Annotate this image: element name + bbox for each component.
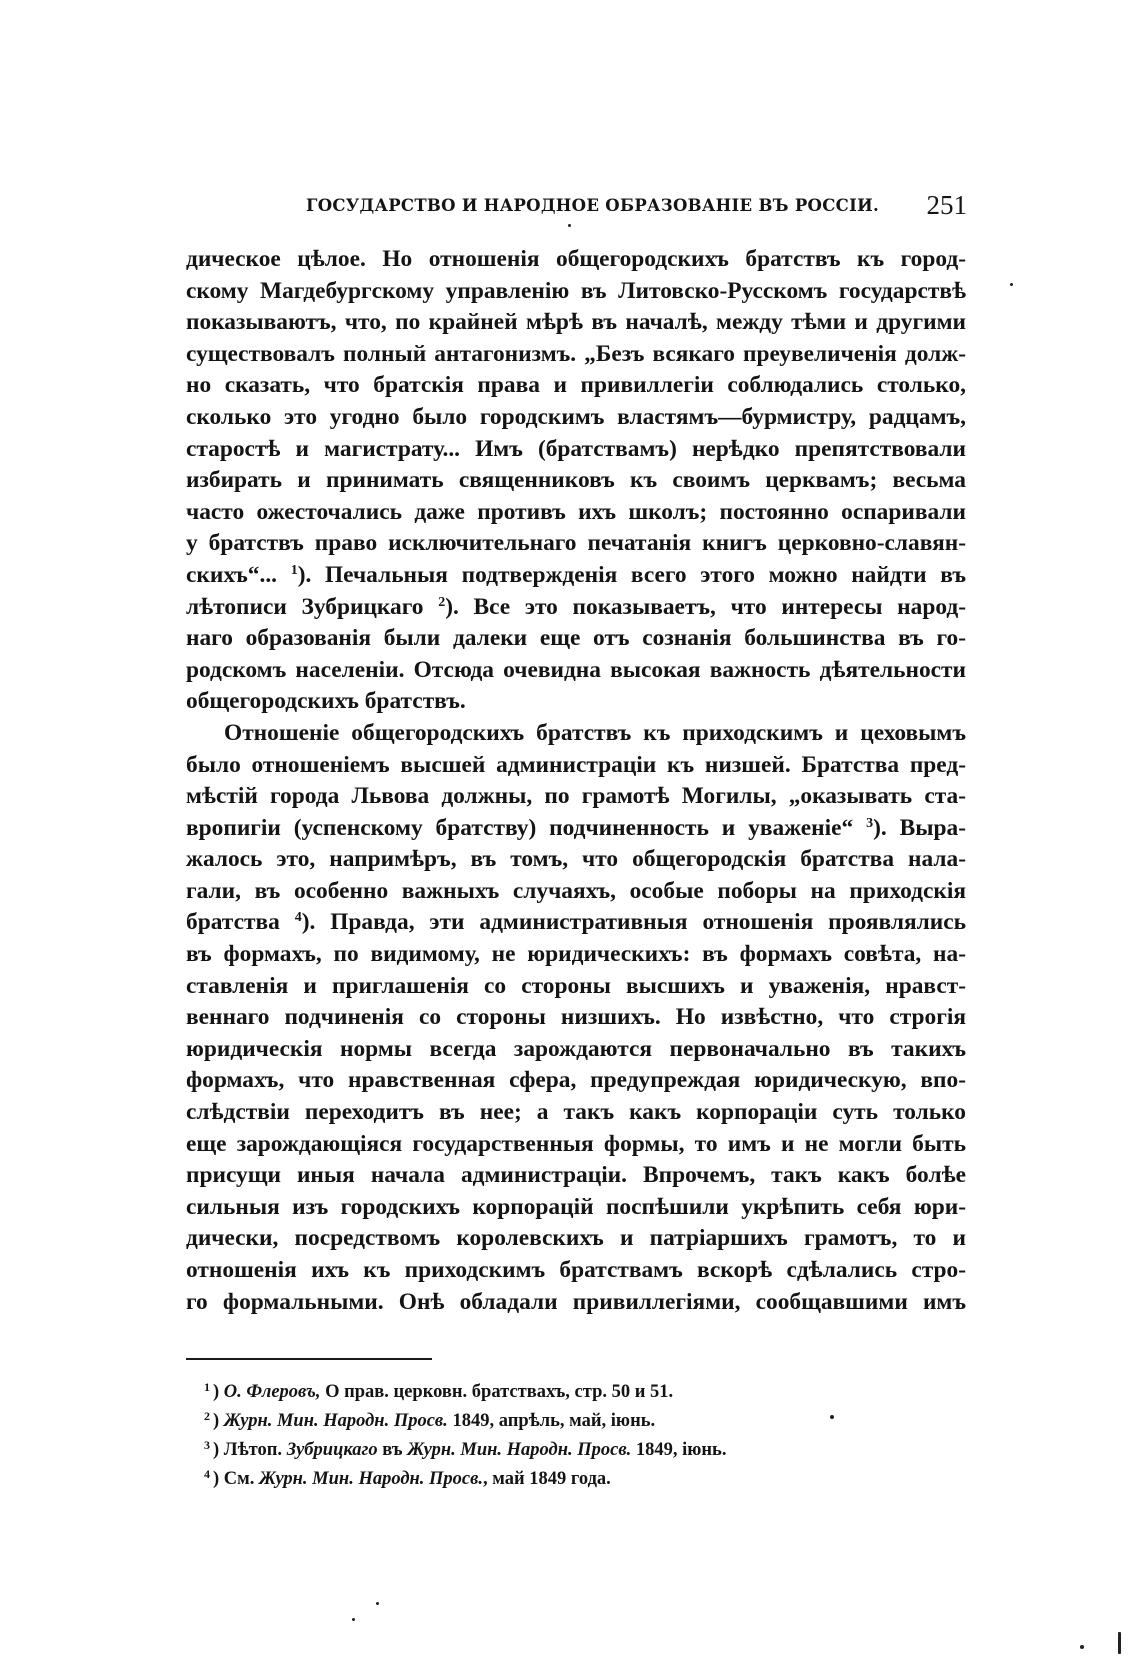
text-line: гали, въ особенно важныхъ случаяхъ, особые поборы на приходскія: [186, 877, 966, 904]
text-line: отношенія ихъ къ приходскимъ братствамъ вскорѣ сдѣлались стро-: [186, 1257, 966, 1283]
footnote-ref: 3: [866, 815, 874, 831]
footnotes: [204, 1378, 924, 1494]
text-fragment: ). Правда, эти административныя отношенія проявлялись: [301, 909, 966, 936]
footnote-mark: 4: [204, 1467, 210, 1481]
footnote-4: $^4$ ) См. Журн. Мин. Народн. Просв., май 1849 года.: [204, 1467, 611, 1489]
footnote-mark: 1: [204, 1380, 210, 1394]
text-fragment: лѣтописи Зубрицкаго: [186, 593, 424, 620]
text-line: родскомъ населеніи. Отсюда очевидна высокая важность дѣятельности: [186, 656, 966, 683]
footnote-author: О. Флеровъ,: [223, 1382, 321, 1402]
footnote-ref: 4: [294, 910, 302, 926]
text-line: мѣстій города Львова должны, по грамотѣ Могилы, „оказывать ста-: [186, 783, 966, 810]
footnote-3: $^3$ ) Лѣтоп. Зубрицкаго въ Журн. Мин. Народн. Просв. 1849, іюнь.: [204, 1438, 727, 1460]
scan-speck: [1010, 283, 1013, 286]
footnote-journal: Журн. Мин. Народн. Просв.: [407, 1440, 632, 1460]
text-fragment: ). Все это показываетъ, что интересы народ-: [445, 593, 967, 620]
text-line: избирать и принимать священниковъ къ своимъ церквамъ; весьма: [186, 467, 966, 494]
text-line: [186, 813, 966, 845]
footnote-text: , май 1849 года.: [483, 1469, 611, 1489]
text-line: сильныя изъ городскихъ корпорацій поспѣшили укрѣпить себя юри-: [186, 1193, 966, 1220]
footnote-ref: 2: [438, 594, 446, 610]
text-line: [186, 592, 966, 624]
text-line: показываютъ, что, по крайней мѣрѣ въ началѣ, между тѣми и другими: [186, 309, 966, 336]
text-line: веннаго подчиненія со стороны низшихъ. Но извѣстно, что строгія: [186, 1004, 966, 1031]
footnote-middle: въ: [377, 1440, 408, 1460]
footnote-prefix: Лѣтоп.: [223, 1440, 287, 1460]
footnote-1: $^1$ ) О. Флеровъ, О прав. церковн. братствахъ, стр. 50 и 51.: [204, 1380, 674, 1402]
text-line: еще зарождающіяся государственныя формы, то имъ и не могли быть: [186, 1130, 966, 1157]
text-line: дическое цѣлое. Но отношенія общегородскихъ братствъ къ город-: [186, 246, 966, 272]
footnote-text: О прав. церковн. братствахъ, стр. 50 и 51.: [320, 1382, 674, 1402]
text-line: [186, 907, 966, 939]
text-line: [186, 560, 966, 592]
text-line: было отношеніемъ высшей администраціи къ низшей. Братства пред-: [186, 751, 966, 778]
text-line: у братствъ право исключительнаго печатанія книгъ церковно-славян-: [186, 530, 966, 557]
footnote-mark: 3: [204, 1438, 210, 1452]
text-line: въ формахъ, по видимому, не юридическихъ: въ формахъ совѣта, на-: [186, 941, 966, 968]
footnote-2: $^2$ ) Журн. Мин. Народн. Просв. 1849, апрѣль, май, іюнь.: [204, 1409, 656, 1431]
footnote-prefix: См.: [223, 1469, 260, 1489]
text-fragment: братства: [186, 909, 280, 936]
footnote-text: 1849, іюнь.: [631, 1440, 727, 1460]
text-line: формахъ, что нравственная сфера, предупреждая юридическую, впо-: [186, 1067, 966, 1094]
text-line: сколько это угодно было городскимъ властямъ—бурмистру, радцамъ,: [186, 403, 966, 430]
text-line: скому Магдебургскому управленію въ Литовско-Русскомъ государствѣ: [186, 277, 966, 304]
text-fragment: ). Выра-: [873, 814, 966, 841]
text-line: дически, посредствомъ королевскихъ и патріаршихъ грамотъ, то и: [186, 1225, 966, 1252]
scan-speck: [568, 224, 571, 227]
scan-speck: [1080, 1645, 1084, 1649]
text-line: го формальными. Онѣ обладали привиллегіями, сообщавшими имъ: [186, 1288, 966, 1315]
footnote-ref: 1: [290, 562, 298, 578]
page-number: 251: [926, 190, 967, 220]
text-line: слѣдствіи переходитъ въ нее; а такъ какъ корпораціи суть только: [186, 1099, 966, 1126]
footnote-mark: 2: [204, 1409, 210, 1423]
paragraph-start-line: Отношеніе общегородскихъ братствъ къ приходскимъ и цеховымъ: [224, 719, 966, 746]
footnote-author: Зубрицкаго: [286, 1440, 378, 1460]
text-line: но сказать, что братскія права и привиллегіи соблюдались столько,: [186, 372, 966, 399]
footnote-journal: Журн. Мин. Народн. Просв.: [259, 1469, 484, 1489]
text-fragment: скихъ“...: [186, 561, 278, 588]
scan-speck: [352, 1618, 355, 1621]
footnote-journal: Журн. Мин. Народн. Просв.: [223, 1411, 448, 1431]
running-head: [186, 190, 986, 230]
text-line: часто ожесточались даже противъ ихъ школъ; постоянно оспаривали: [186, 498, 966, 525]
running-title: ГОСУДАРСТВО И НАРОДНОЕ ОБРАЗОВАНІЕ ВЪ РОССІИ.: [306, 196, 880, 215]
text-line: общегородскихъ братствъ.: [186, 688, 466, 715]
text-line: существовалъ полный антагонизмъ. „Безъ всякаго преувеличенія долж-: [186, 340, 966, 367]
text-line: юридическія нормы всегда зарождаются первоначально въ такихъ: [186, 1035, 966, 1062]
text-line: ставленія и приглашенія со стороны высшихъ и уваженія, нравст-: [186, 972, 966, 999]
text-fragment: ). Печальныя подтвержденія всего этого можно найдти въ: [297, 561, 966, 588]
scan-speck: [376, 1602, 379, 1605]
footnote-divider: [186, 1358, 432, 1360]
body-text: [186, 244, 966, 1318]
text-line: наго образованія были далеки еще отъ сознанія большинства въ го-: [186, 625, 966, 652]
text-fragment: вропигіи (успенскому братству) подчиненность и уваженіе“: [186, 814, 854, 841]
scan-speck: [1118, 1632, 1121, 1654]
text-line: старостѣ и магистрату... Имъ (братствамъ) нерѣдко препятствовали: [186, 435, 966, 462]
footnote-text: 1849, апрѣль, май, іюнь.: [447, 1411, 656, 1431]
text-line: присущи иныя начала администраціи. Впрочемъ, такъ какъ болѣе: [186, 1162, 966, 1189]
text-line: жалось это, напримѣръ, въ томъ, что общегородскія братства нала-: [186, 846, 966, 873]
scan-speck: [830, 1415, 834, 1419]
